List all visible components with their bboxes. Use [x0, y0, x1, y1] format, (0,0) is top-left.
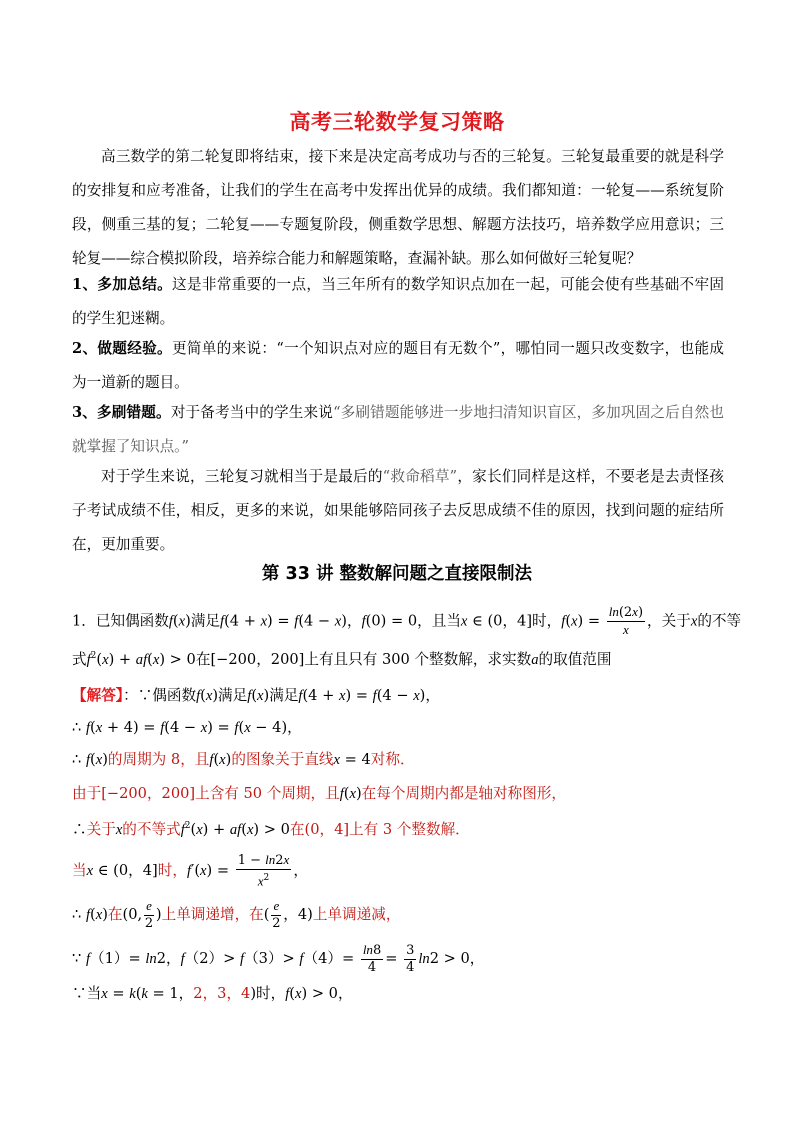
solution-line-5: ∴关于x的不等式$f^2(x) + af(x) > 0$在(0，4]上有 3 个整数解．	[72, 821, 470, 838]
solution-line-2: ∴ f(x + 4) = f(4 − x) = f(x − 4)，	[72, 719, 302, 736]
solution-line-1: 【解答】：∵偶函数f(x)满足f(x)满足f(4 + x) = f(4 − x)，	[72, 687, 440, 704]
solution-line-6: 当x ∈ (0，4]时，f′(x) = $\frac{1 - \ln 2x}{x^2}$ ，	[72, 852, 308, 889]
tip-2-head: 2、做题经验。	[72, 340, 172, 357]
intro-paragraph: 高三数学的第二轮复即将结束，接下来是决定高考成功与否的三轮复。三轮复最重要的就是科学的安排复和应考准备，让我们的学生在高考中发挥出优异的成绩。我们都知道：一轮复——系统复阶段，侧重三基的复；二轮复——专题复阶段，侧重数学思想、解题方法技巧，培养数学应用意识；三轮复——综合模拟阶段，培养综合能力和解题策略，查漏补缺。那么如何做好三轮复呢？	[72, 148, 724, 267]
tip-3-head: 3、多刷错题。	[72, 404, 171, 421]
closing-text-c: ，家长们同样是这样，不要老是去责怪孩子考试成绩不佳，相反，更多的来说，如果能够陪同孩子去反思成绩不佳的原因，找到问题的症结所在，更加重要。	[72, 468, 724, 553]
tip-2	[72, 332, 724, 400]
closing-text-a: 对于学生来说，三轮复习就相当于是最后的	[101, 468, 383, 485]
solution-line-3: ∴ f(x)的周期为 8，且f(x)的图象关于直线x = 4对称．	[72, 751, 415, 768]
fraction-3-over-4: $\frac{3}{4}$	[406, 942, 415, 975]
page-title: 高考三轮数学复习策略	[289, 110, 505, 134]
closing-paragraph	[72, 460, 724, 562]
solution-label: 【解答】	[72, 687, 124, 704]
fraction-e-over-2-b: $\frac{e}{2}$	[272, 898, 281, 931]
problem-line-2: 式$f^2(x) + af(x) > 0$在[−200，200]上有且只有 300 个整数解，求实数a的取值范围	[72, 651, 612, 668]
tip-1-text: 这是非常重要的一点，当三年所有的数学知识点加在一起，可能会使有些基础不牢固的学生犯迷糊。	[72, 276, 724, 327]
fraction-ln8-over-4: $\frac{\ln 8}{4}$	[362, 942, 382, 975]
fraction-derivative: $\frac{1 - \ln 2x}{x^2}$	[237, 852, 290, 889]
tip-3-text-a: 对于备考当中的学生来说	[170, 404, 334, 421]
closing-text-b: “救命稻草”	[382, 468, 458, 485]
tip-1-head: 1、多加总结。	[72, 276, 173, 293]
fraction-e-over-2-a: $\frac{e}{2}$	[144, 898, 154, 931]
solution-line-9: ∵当x = k(k = 1，2，3，4)时，f(x) > 0，	[72, 985, 353, 1002]
tip-3	[72, 396, 724, 464]
solution-line-7: ∴ f(x)在(0, $\frac{e}{2}$ )上单调递增，在( $\frac{e}{2}$ ，4)上单调递减，	[72, 898, 401, 931]
fraction-ln2x-over-x: $\frac{\ln(2x)}{x}$	[608, 604, 644, 637]
problem-line-1: 1．已知偶函数f(x)满足f(4 + x) = f(4 − x)，f(0) = 0，且当x ∈ (0，4]时，f(x) = $\frac{\ln(2x)}{x}$ ，关于x的不等	[72, 604, 742, 637]
tip-2-text: 更简单的来说：“一个知识点对应的题目有无数个”，哪怕同一题只改变数字，也能成为一道新的题目。	[72, 340, 724, 391]
tip-3-text-b: “多刷错题能够进一步地扫清知识盲区，多加巩固之后自然也就掌握了知识点。”	[72, 404, 724, 455]
tip-1	[72, 268, 724, 336]
lesson-title: 第 33 讲 整数解问题之直接限制法	[261, 564, 533, 584]
solution-line-8: ∵ f（1）= ln2，f（2）> f（3）> f（4）= $\frac{\ln 8}{4}$ = $\frac{3}{4}$ ln2 > 0，	[72, 942, 485, 975]
solution-line-4: 由于[−200，200]上含有 50 个周期，且f(x)在每个周期内都是轴对称图形，	[72, 785, 566, 802]
